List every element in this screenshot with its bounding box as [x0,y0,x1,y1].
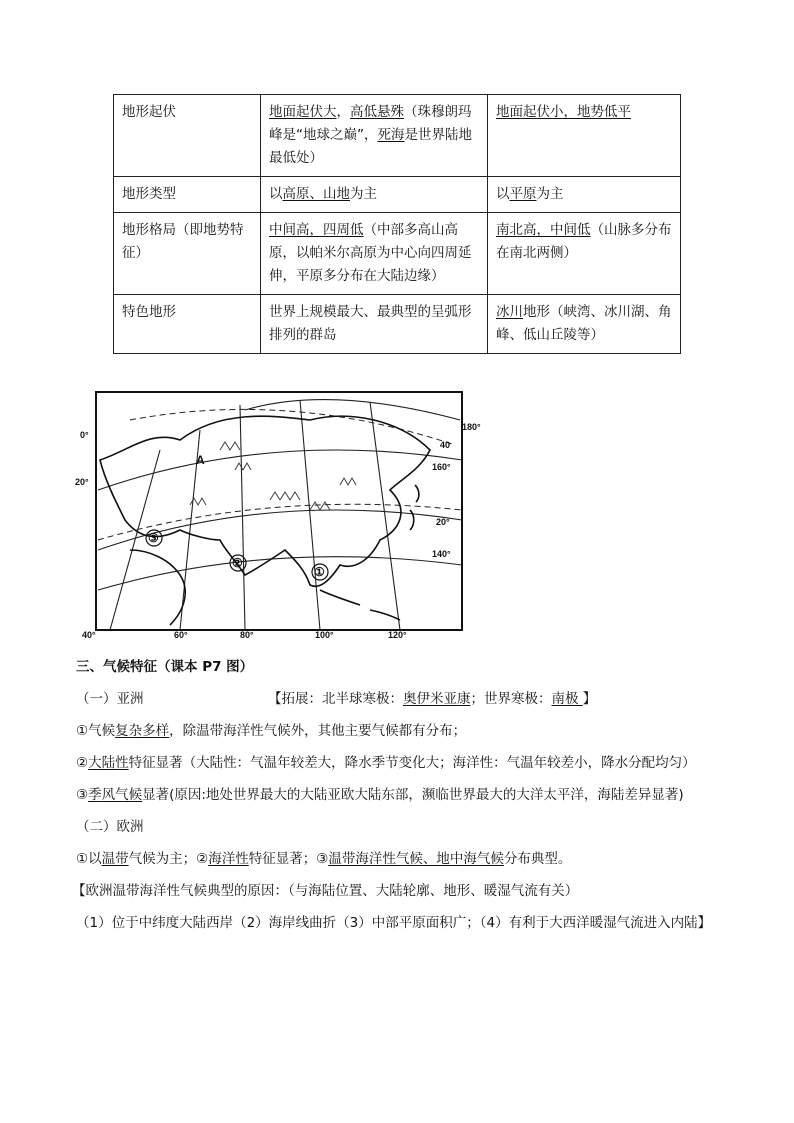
text-run: 气候为主；② [128,851,209,867]
map-label-pointA: A [196,453,205,467]
text-run: （中部多高山高原，以帕米尔高原为中心向四周延伸，平原多分布在大陆边缘） [269,222,472,284]
terrain-table [113,94,681,354]
text-run: 为主 [536,186,564,202]
europe-title: （二）欧洲 [76,819,144,835]
map-label-b100: 100° [315,630,334,640]
europe-cell [488,213,681,295]
europe-points [76,849,571,869]
row-label: 地形起伏 [114,95,261,177]
text-run: （珠穆朗玛峰是“地球之巅”， [269,104,472,143]
text-run: 温带 [101,851,129,867]
text-run: （山脉多分布在南北两侧） [496,222,672,261]
reason-text: （1）位于中纬度大陆西岸（2）海岸线曲折（3）中部平原面积广；（4）有利于大西洋暖湿气流进入内陆】 [76,915,712,931]
asia-point-3 [76,785,684,805]
text-run: ①气候 [76,723,116,739]
asia-point-2 [76,753,696,773]
map-label-lon160: 160° [432,462,451,472]
asia-point-1 [76,721,466,741]
asia-extension [268,689,596,709]
text-run: 南极 [551,691,583,707]
map-label-lon180: 180° [462,422,481,432]
asia-cell [261,295,488,354]
text-run: 特征显著（大陆性：气温年较差大，降水季节变化大；海洋性：气温年较差小，降水分配均匀） [128,755,696,771]
text-run: 世界上规模最大、最典型的呈弧形排列的群岛 [269,304,472,343]
text-run: 显著(原因:地处世界最大的大陆亚欧大陆东部，濒临世界最大的大洋太平洋，海陆差异显著) [142,787,684,803]
text-run: 冰川 [496,304,523,320]
map-label-lon140: 140° [432,549,451,559]
text-run: 为主 [350,186,377,202]
text-run: 奥伊米亚康 [403,691,471,707]
text-run: 高低悬殊 [350,104,404,120]
text-run: 中间高，四周低 [269,222,364,238]
table-row [114,295,681,354]
table-row [114,177,681,213]
asia-europe-map [70,390,490,640]
text-run: 温带海洋性气候、地中海气候 [328,851,504,867]
row-label: 地形类型 [114,177,261,213]
text-run: 死海 [377,127,405,143]
europe-cell [488,295,681,354]
text-run: 是世界陆地最低处） [269,127,472,166]
text-run: 地形（峡湾、冰川湖、角峰、低山丘陵等） [496,304,672,343]
text-run: 海洋性 [208,851,249,867]
map-label-m1: ① [314,565,325,579]
table-row [114,95,681,177]
text-run: 分布典型。 [503,851,572,867]
text-run: ， [336,104,350,120]
map-label-b40: 40° [82,630,96,640]
text-run: 大陆性 [88,755,129,771]
row-label: 地形格局（即地势特征） [114,213,261,295]
section-heading: 三、气候特征（课本 P7 图） [76,659,254,675]
text-run: 以 [496,186,510,202]
text-run: 】 [582,691,597,707]
map-label-b60: 60° [174,630,188,640]
asia-cell [261,177,488,213]
asia-cell [261,95,488,177]
europe-cell [488,177,681,213]
text-run: 地面起伏小，地势低平 [496,104,631,120]
map-label-lat0: 0° [80,430,89,440]
map-label-b80: 80° [240,630,254,640]
map-label-lat40: 40 [440,440,451,450]
map-label-m2: ② [232,556,243,570]
row-label: 特色地形 [114,295,261,354]
text-run: 复杂多样 [115,723,170,739]
text-run: 特征显著；③ [248,851,329,867]
reason-title: 【欧洲温带海洋性气候典型的原因：（与海陆位置、大陆轮廓、地形、暖湿气流有关） [72,883,579,899]
map-label-m3: ③ [148,531,159,545]
text-run: 【拓展：北半球寒极： [268,691,403,707]
asia-title: （一）亚洲 [76,691,144,707]
text-run: ③ [76,787,89,803]
text-run: 季风气候 [88,787,143,803]
text-run: 高原、山地 [282,186,350,202]
table-row [114,213,681,295]
map-label-lat20: 20° [75,477,89,487]
text-run: 以 [269,186,283,202]
asia-cell [261,213,488,295]
text-run: ，除温带海洋性气候外，其他主要气候都有分布； [169,723,467,739]
text-run: ①以 [76,851,102,867]
europe-cell [488,95,681,177]
map-label-b120: 120° [388,630,407,640]
text-run: 地面起伏大 [269,104,337,120]
text-run: 平原 [509,186,537,202]
text-run: 南北高，中间低 [496,222,591,238]
text-run: ；世界寒极： [470,691,552,707]
text-run: ② [76,755,89,771]
map-label-lat20r: 20° [436,517,450,527]
